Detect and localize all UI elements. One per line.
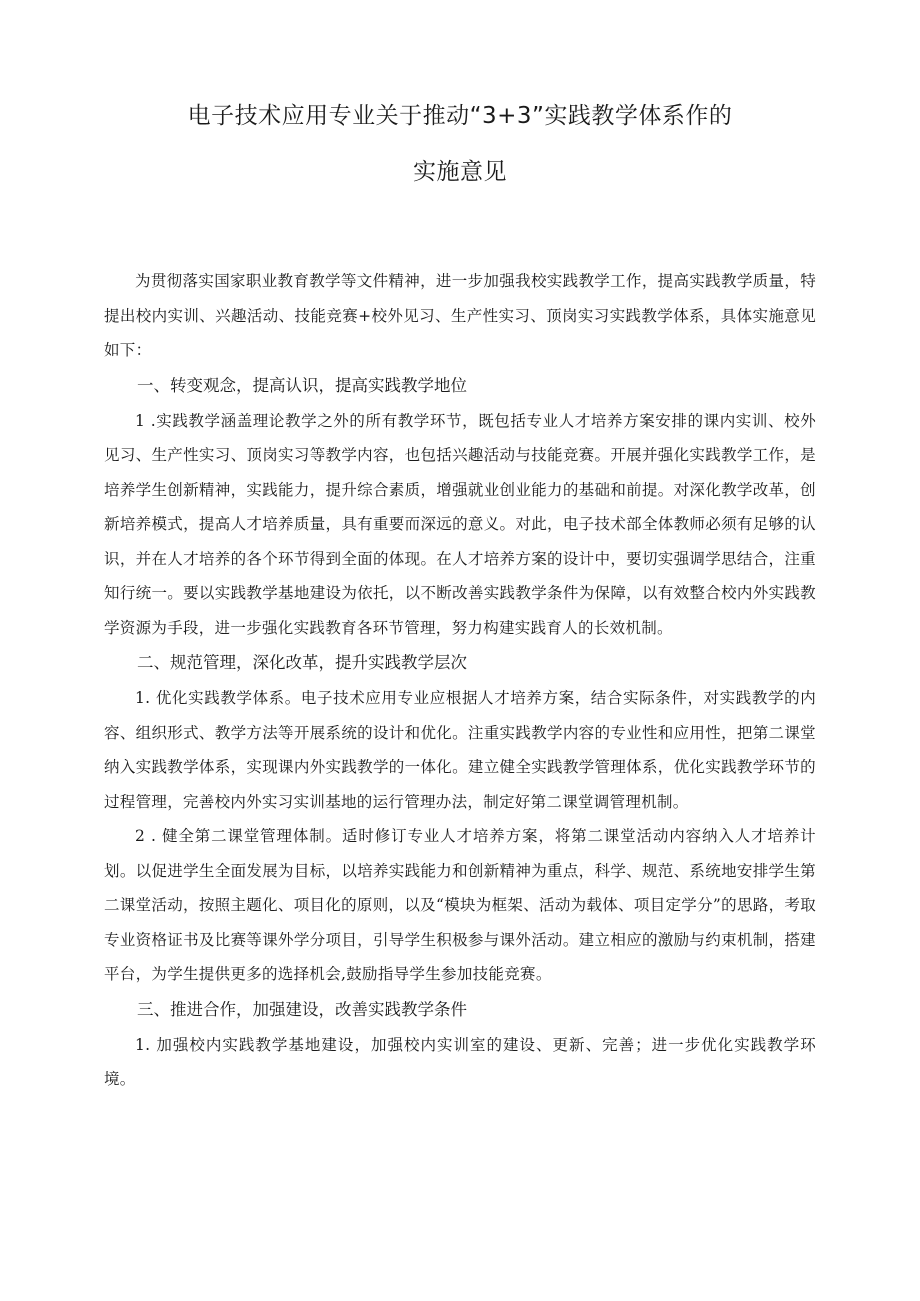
section-1-paragraph-1: 1 .实践教学涵盖理论教学之外的所有教学环节，既包括专业人才培养方案安排的课内实训、校外见习、生产性实习、顶岗实习等教学内容，也包括兴趣活动与技能竞赛。开展并强化实践教学工作，是培养学生创新精神，实践能力，提升综合素质，增强就业创业能力的基础和前提。对深化教学改革，创新培养模式，提高人才培养质量，具有重要而深远的意义。对此，电子技术部全体教师必须有足够的认识，并在人才培养的各个环节得到全面的体现。在人才培养方案的设计中，要切实强调学思结合，注重知行统一。要以实践教学基地建设为依托，以不断改善实践教学条件为保障，以有效整合校内外实践教学资源为手段，进一步强化实践教育各环节管理，努力构建实践育人的长效机制。: [104, 411, 816, 637]
section-2-paragraph-1: 1. 优化实践教学体系。电子技术应用专业应根据人才培养方案，结合实际条件，对实践教学的内容、组织形式、教学方法等开展系统的设计和优化。注重实践教学内容的专业性和应用性，把第二课堂纳入实践教学体系，实现课内外实践教学的一体化。建立健全实践教学管理体系，优化实践教学环节的过程管理，完善校内外实习实训基地的运行管理办法，制定好第二课堂调管理机制。: [104, 689, 816, 811]
title-line-1: 电子技术应用专业关于推动“3+3”实践教学体系作的: [187, 103, 733, 129]
section-3-paragraph-1: 1. 加强校内实践教学基地建设，加强校内实训室的建设、更新、完善；进一步优化实践教学环境。: [104, 1035, 816, 1088]
title-spacer: [104, 200, 816, 264]
document-title: [104, 88, 816, 200]
section-2-paragraph-2: 2 . 健全第二课堂管理体制。适时修订专业人才培养方案，将第二课堂活动内容纳入人才培养计划。以促进学生全面发展为目标，以培养实践能力和创新精神为重点，科学、规范、系统地安排学生第二课堂活动，按照主题化、项目化的原则，以及“模块为框架、活动为载体、项目定学分”的思路，考取专业资格证书及比赛等课外学分项目，引导学生积极参与课外活动。建立相应的激励与约束机制，搭建平台，为学生提供更多的选择机会,鼓励指导学生参加技能竞赛。: [104, 827, 816, 983]
section-2-heading: 二、规范管理，深化改革，提升实践教学层次: [137, 653, 467, 672]
intro-paragraph: 为贯彻落实国家职业教育教学等文件精神，进一步加强我校实践教学工作，提高实践教学质量，特提出校内实训、兴趣活动、技能竞赛+校外见习、生产性实习、顶岗实习实践教学体系，具体实施意见如下：: [104, 272, 816, 359]
title-line-2: 实施意见: [413, 159, 507, 185]
section-3-heading: 三、推进合作，加强建设，改善实践教学条件: [137, 999, 467, 1019]
section-1-heading: 一、转变观念，提高认识，提高实践教学地位: [137, 375, 467, 395]
